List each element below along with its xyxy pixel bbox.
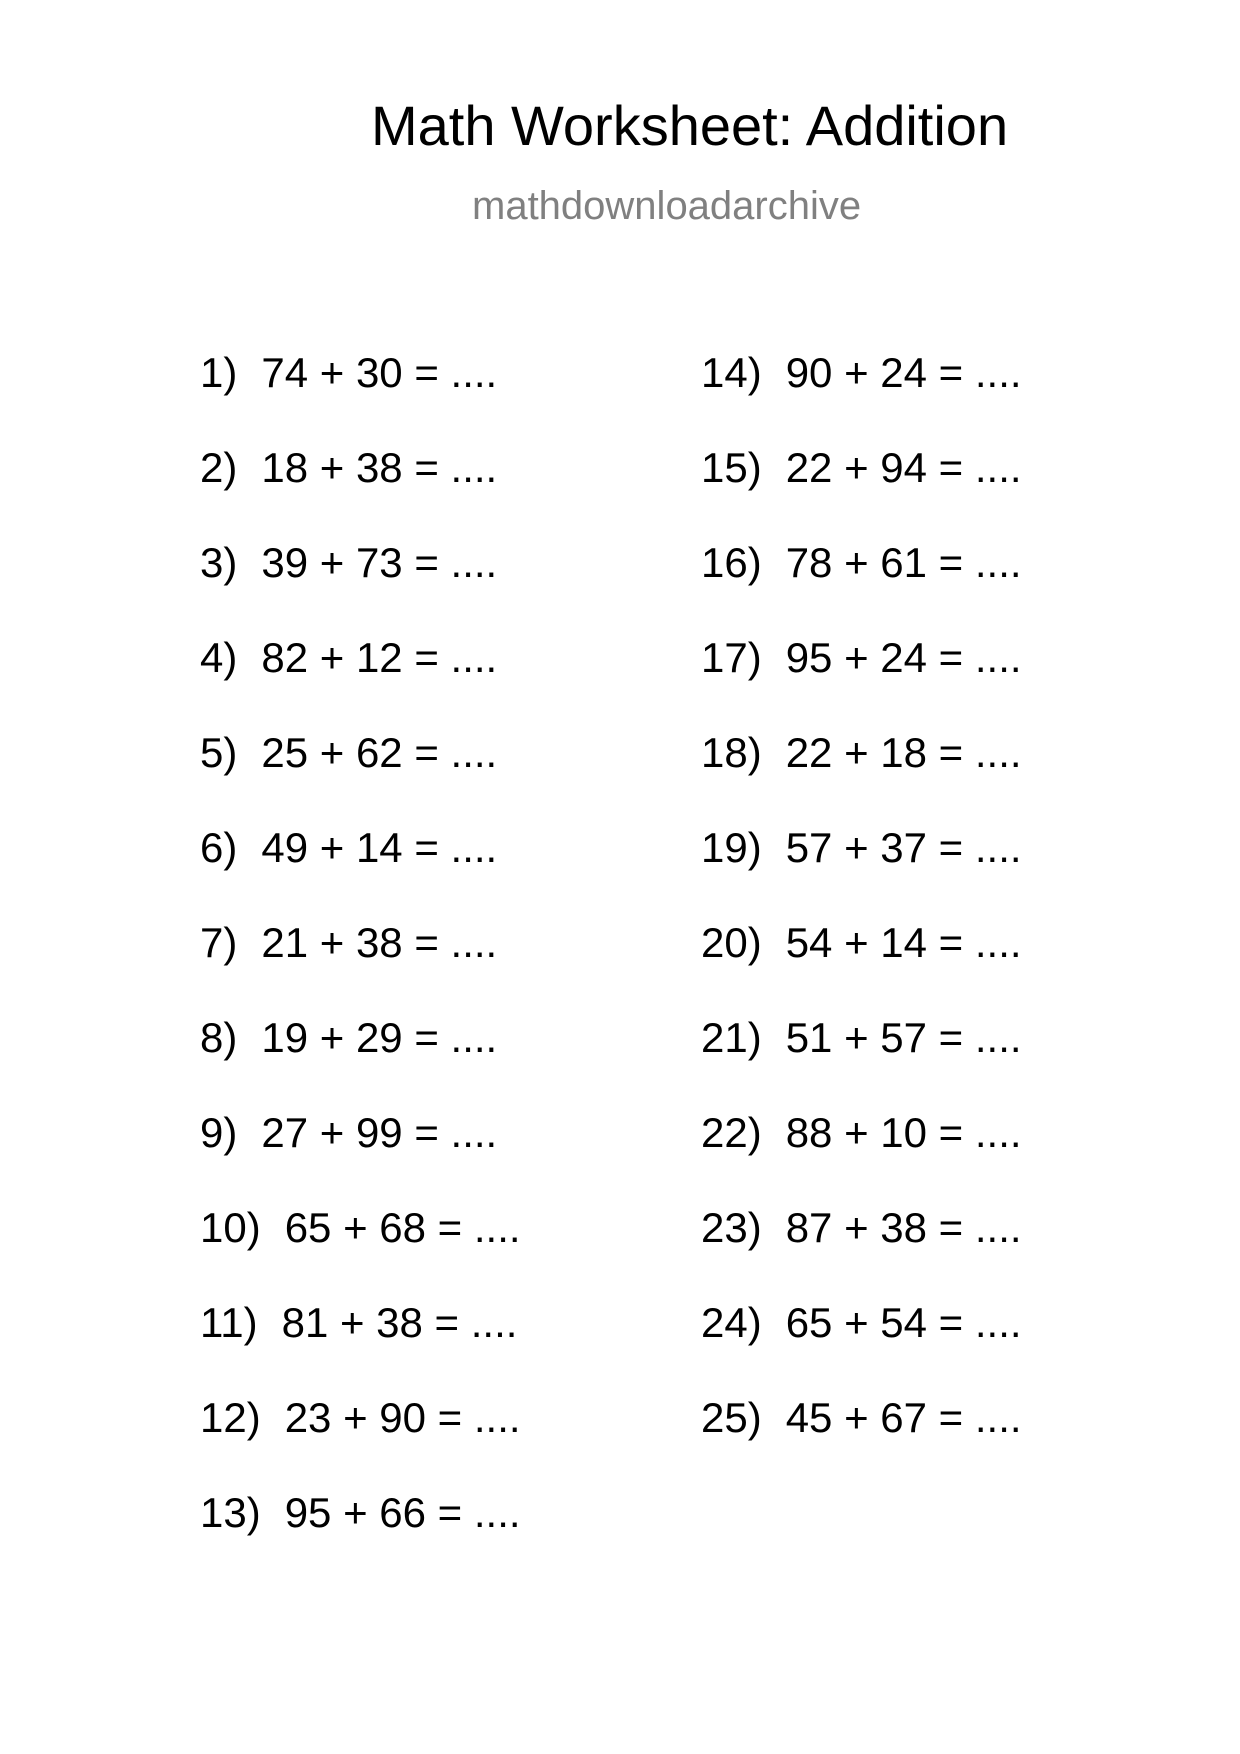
problem-expression: 39 + 73 = .... — [261, 539, 498, 586]
problem-1 — [200, 349, 521, 447]
problem-number: 4) — [200, 634, 238, 681]
problem-number: 7) — [200, 919, 238, 966]
problem-number: 20) — [701, 919, 762, 966]
problem-expression: 21 + 38 = .... — [261, 919, 498, 966]
problem-3 — [200, 539, 521, 637]
problem-4 — [200, 634, 521, 732]
problem-19 — [701, 824, 1022, 922]
problem-6 — [200, 824, 521, 922]
problem-number: 22) — [701, 1109, 762, 1156]
problems-right-column — [701, 349, 1022, 1492]
problem-expression: 87 + 38 = .... — [785, 1204, 1022, 1251]
problem-number: 3) — [200, 539, 238, 586]
problem-expression: 19 + 29 = .... — [261, 1014, 498, 1061]
problem-number: 9) — [200, 1109, 238, 1156]
problem-expression: 81 + 38 = .... — [281, 1299, 518, 1346]
problem-expression: 95 + 66 = .... — [284, 1489, 521, 1536]
problem-20 — [701, 919, 1022, 1017]
problem-number: 14) — [701, 349, 762, 396]
problem-2 — [200, 444, 521, 542]
problem-number: 15) — [701, 444, 762, 491]
problem-number: 13) — [200, 1489, 261, 1536]
problem-number: 16) — [701, 539, 762, 586]
problem-23 — [701, 1204, 1022, 1302]
problem-expression: 78 + 61 = .... — [785, 539, 1022, 586]
problem-expression: 95 + 24 = .... — [785, 634, 1022, 681]
problem-expression: 45 + 67 = .... — [785, 1394, 1022, 1441]
problem-expression: 49 + 14 = .... — [261, 824, 498, 871]
problem-number: 24) — [701, 1299, 762, 1346]
problem-expression: 22 + 18 = .... — [785, 729, 1022, 776]
problem-expression: 22 + 94 = .... — [785, 444, 1022, 491]
problem-5 — [200, 729, 521, 827]
problem-number: 23) — [701, 1204, 762, 1251]
problem-14 — [701, 349, 1022, 447]
problem-number: 11) — [200, 1299, 258, 1346]
problem-number: 18) — [701, 729, 762, 776]
problem-number: 17) — [701, 634, 762, 681]
problem-24 — [701, 1299, 1022, 1397]
problem-18 — [701, 729, 1022, 827]
problem-expression: 27 + 99 = .... — [261, 1109, 498, 1156]
problem-number: 2) — [200, 444, 238, 491]
problem-number: 6) — [200, 824, 238, 871]
problem-21 — [701, 1014, 1022, 1112]
problem-9 — [200, 1109, 521, 1207]
problem-expression: 65 + 54 = .... — [785, 1299, 1022, 1346]
problem-17 — [701, 634, 1022, 732]
problem-expression: 57 + 37 = .... — [785, 824, 1022, 871]
problem-8 — [200, 1014, 521, 1112]
problem-12 — [200, 1394, 521, 1492]
problem-number: 12) — [200, 1394, 261, 1441]
worksheet-subtitle: mathdownloadarchive — [472, 184, 862, 228]
problem-number: 21) — [701, 1014, 762, 1061]
problem-expression: 54 + 14 = .... — [785, 919, 1022, 966]
problem-11 — [200, 1299, 521, 1397]
problem-number: 8) — [200, 1014, 238, 1061]
problem-number: 19) — [701, 824, 762, 871]
problem-expression: 74 + 30 = .... — [261, 349, 498, 396]
problem-expression: 82 + 12 = .... — [261, 634, 498, 681]
problem-number: 25) — [701, 1394, 762, 1441]
problem-expression: 90 + 24 = .... — [785, 349, 1022, 396]
problem-expression: 51 + 57 = .... — [785, 1014, 1022, 1061]
problem-22 — [701, 1109, 1022, 1207]
problems-left-column — [200, 349, 521, 1587]
problem-7 — [200, 919, 521, 1017]
problem-expression: 65 + 68 = .... — [284, 1204, 521, 1251]
problem-expression: 18 + 38 = .... — [261, 444, 498, 491]
problem-expression: 23 + 90 = .... — [284, 1394, 521, 1441]
problem-13 — [200, 1489, 521, 1587]
problem-16 — [701, 539, 1022, 637]
problem-number: 5) — [200, 729, 238, 776]
problem-25 — [701, 1394, 1022, 1492]
problem-10 — [200, 1204, 521, 1302]
problem-15 — [701, 444, 1022, 542]
problem-expression: 25 + 62 = .... — [261, 729, 498, 776]
problem-number: 10) — [200, 1204, 261, 1251]
problem-number: 1) — [200, 349, 238, 396]
worksheet-title: Math Worksheet: Addition — [371, 94, 1009, 157]
problem-expression: 88 + 10 = .... — [785, 1109, 1022, 1156]
